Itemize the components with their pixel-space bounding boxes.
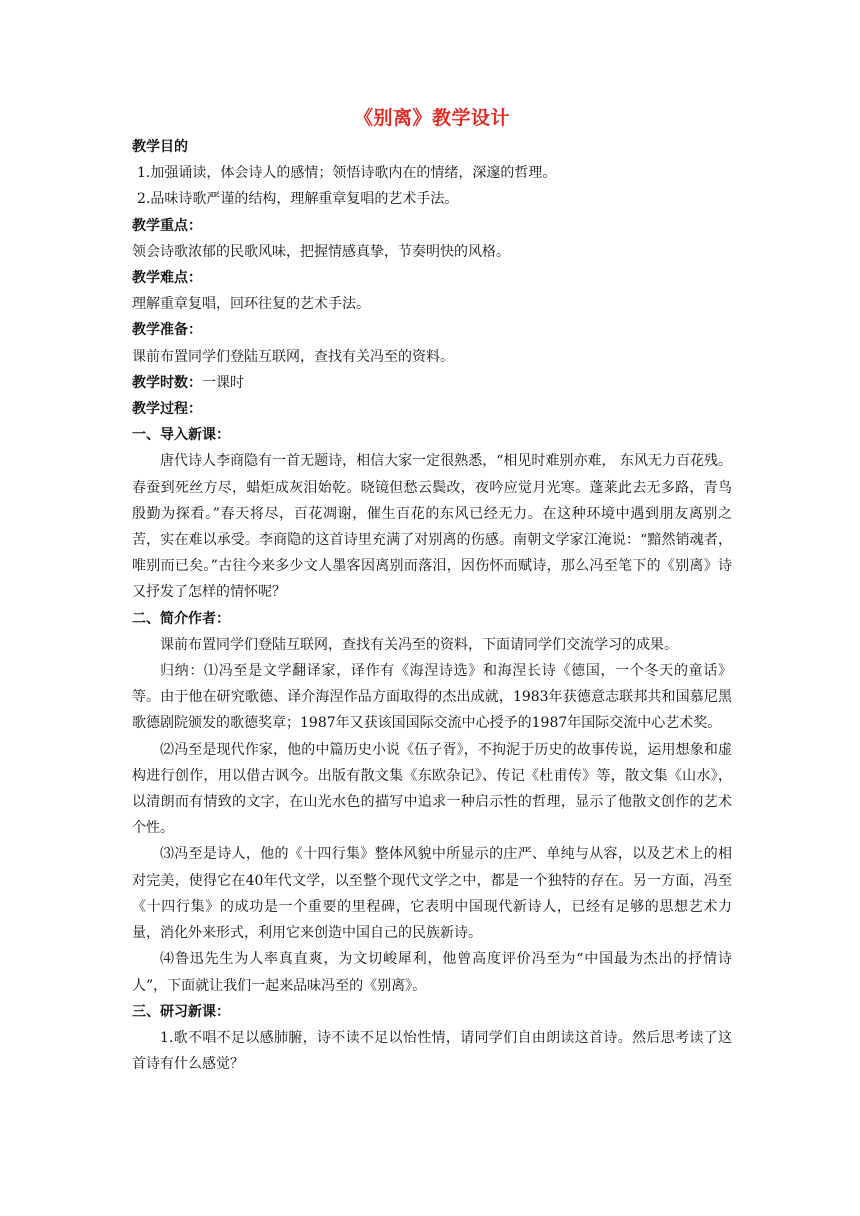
hours-text: 一课时 bbox=[202, 374, 244, 391]
section3-paragraph-1: 1.歌不唱不足以感肺腑，诗不读不足以怡性情，请同学们自由朗读这首诗。然后思考读了这首诗有什么感觉？ bbox=[132, 1029, 732, 1073]
section2-intro: 课前布置同学们登陆互联网，查找有关冯至的资料，下面请同学们交流学习的成果。 bbox=[160, 636, 678, 653]
objective-item-1: 1.加强诵读，体会诗人的感情；领悟诗歌内在的情绪，深邃的哲理。 bbox=[137, 165, 557, 182]
process-heading: 教学过程： bbox=[132, 401, 202, 418]
section2-heading: 二、简介作者： bbox=[132, 610, 230, 627]
key-points-heading: 教学重点： bbox=[132, 217, 202, 234]
preparation-heading: 教学准备： bbox=[132, 322, 202, 339]
section2-paragraph-2: ⑵冯至是现代作家，他的中篇历史小说《伍子胥》，不拘泥于历史的故事传说，运用想象和虚构进行创作，用以借古讽今。出版有散文集《东欧杂记》、传记《杜甫传》等，散文集《山水》，以清朗而有情致的文字，在山光水色的描写中追求一种启示性的哲理，显示了他散文创作的艺术个性。 bbox=[132, 741, 732, 837]
section1-heading: 一、导入新课： bbox=[132, 427, 230, 444]
preparation-text: 课前布置同学们登陆互联网，查找有关冯至的资料。 bbox=[132, 348, 454, 365]
section2-paragraph-1: 归纳：⑴冯至是文学翻译家，译作有《海涅诗选》和海涅长诗《德国，一个冬天的童话》等。由于他在研究歌德、译介海涅作品方面取得的杰出成就，1983年获德意志联邦共和国慕尼黑歌德剧院颁发的歌德奖章；1987年又获该国国际交流中心授予的1987年国际交流中心艺术奖。 bbox=[132, 663, 732, 732]
key-points-text: 领会诗歌浓郁的民歌风味，把握情感真挚，节奏明快的风格。 bbox=[132, 243, 510, 260]
objective-item-2: 2.品味诗歌严谨的结构，理解重章复唱的艺术手法。 bbox=[137, 191, 459, 208]
section2-paragraph-4: ⑷鲁迅先生为人率真直爽，为文切峻犀利，他曾高度评价冯至为“中国最为杰出的抒情诗人”，下面就让我们一起来品味冯至的《别离》。 bbox=[132, 951, 732, 994]
section2-paragraph-3: ⑶冯至是诗人，他的《十四行集》整体风貌中所显示的庄严、单纯与从容，以及艺术上的相对完美，使得它在40年代文学，以至整个现代文学之中，都是一个独特的存在。另一方面，冯至《十四行集》的成功是一个重要的里程碑，它表明中国现代新诗人，已经有足够的思想艺术力量，消化外来形式，利用它来创造中国自己的民族新诗。 bbox=[132, 846, 732, 942]
difficulties-heading: 教学难点： bbox=[132, 270, 202, 287]
objectives-heading: 教学目的 bbox=[132, 139, 188, 155]
section3-heading: 三、研习新课： bbox=[132, 1003, 230, 1020]
section1-paragraph: 唐代诗人李商隐有一首无题诗，相信大家一定很熟悉，“相见时难别亦难， 东风无力百花残。春蚕到死丝方尽，蜡炬成灰泪始乾。晓镜但愁云鬓改，夜吟应觉月光寒。蓬莱此去无多路，青鸟殷勤为探看。”春天将尽，百花凋谢，催生百花的东风已经无力。在这种环境中遇到朋友离别之苦，实在难以承受。李商隐的这首诗里充满了对别离的伤感。南朝文学家江淹说：“黯然销魂者，唯别而已矣。”古往今来多少文人墨客因离别而落泪，因伤怀而赋诗，那么冯至笔下的《别离》诗又抒发了怎样的情怀呢？ bbox=[132, 453, 732, 601]
document-title: 《别离》教学设计 bbox=[353, 107, 510, 129]
difficulties-text: 理解重章复唱，回环往复的艺术手法。 bbox=[132, 296, 370, 313]
hours-row bbox=[132, 370, 732, 396]
hours-heading: 教学时数： bbox=[132, 374, 202, 391]
document-page bbox=[132, 104, 732, 1077]
